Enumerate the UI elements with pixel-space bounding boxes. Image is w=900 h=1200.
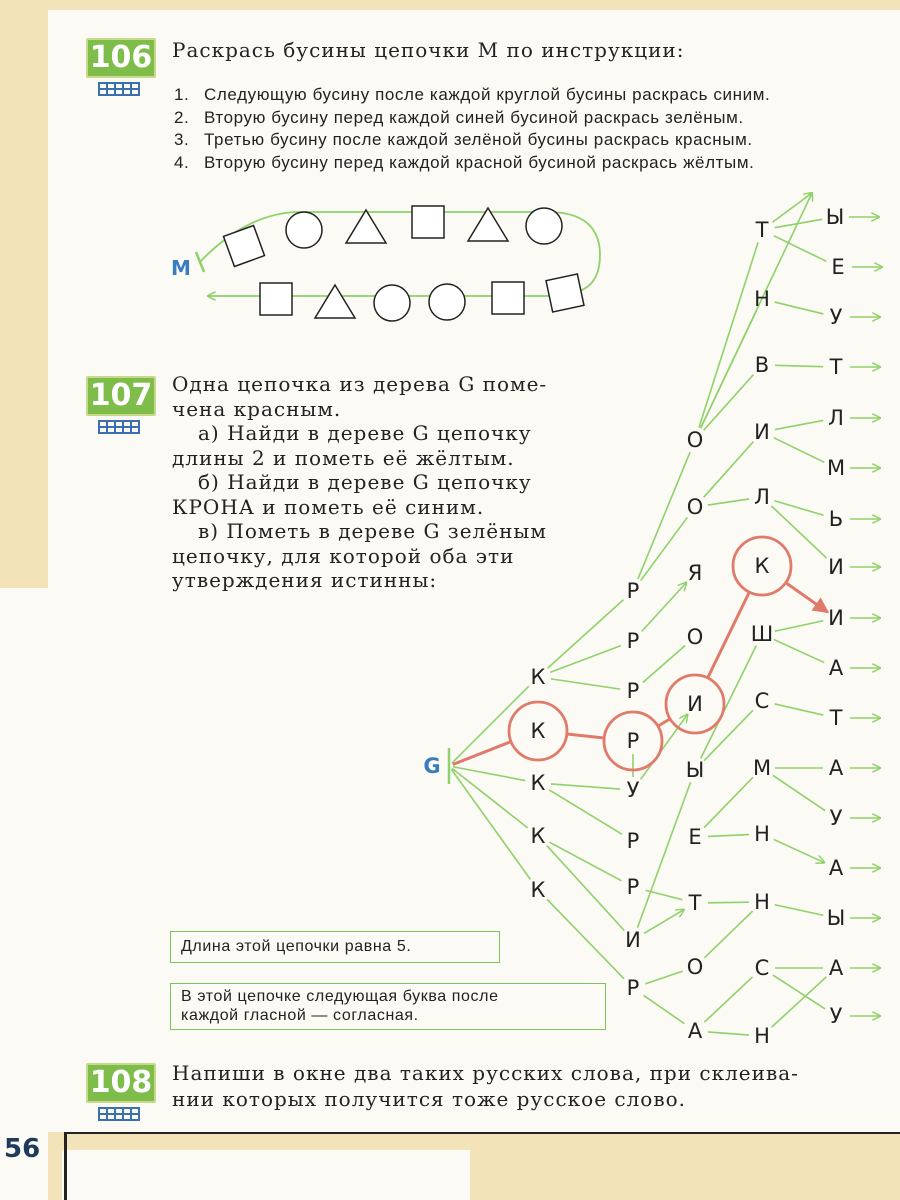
tree-edge — [550, 646, 621, 673]
tree-node-letter: Ы — [685, 758, 705, 782]
rule-item: 4. Вторую бусину перед каждой красной бусиной раскрась жёлтым. — [174, 152, 755, 172]
tree-node-letter: К — [530, 719, 546, 743]
tree-edge — [551, 679, 620, 689]
text-line: Напиши в окне два таких русских слова, при склеива- — [172, 1061, 799, 1085]
tree-node-letter: У — [829, 305, 843, 329]
tree-node-letter: Т — [688, 891, 702, 915]
tree-node-letter: Р — [626, 629, 640, 653]
highlight-arrow — [787, 583, 828, 612]
tree-node-letter: Т — [829, 706, 843, 730]
tree-node-letter: У — [829, 806, 843, 830]
text-line: цепочку, для которой оба эти — [172, 543, 515, 568]
tree-node-letter: К — [754, 554, 770, 578]
tree-edge — [775, 420, 823, 429]
tree-node-letter: С — [754, 956, 770, 980]
tree-node-letter: А — [687, 1019, 703, 1043]
tree-edge — [701, 646, 757, 759]
task-number: 106 — [86, 38, 156, 78]
bead-circle — [286, 212, 322, 248]
tree-edge — [774, 839, 824, 862]
tree-g — [423, 193, 882, 1048]
tree-edge — [775, 704, 824, 715]
tree-edge — [775, 905, 824, 916]
tree-edge — [547, 846, 624, 931]
tree-edge — [772, 193, 812, 222]
bead-triangle — [468, 208, 508, 241]
tree-node-letter: Ш — [750, 622, 774, 646]
tree-edge — [775, 302, 824, 314]
task-number: 108 — [86, 1063, 156, 1103]
chain-start-tick — [196, 252, 204, 272]
tree-node-letter: Н — [754, 1024, 770, 1048]
text-line: каждой гласной — согласная. — [181, 1007, 419, 1024]
text-line: чена красным. — [172, 396, 342, 421]
tree-node-letter: Р — [626, 875, 640, 899]
text-line: В этой цепочке следующая буква после — [181, 988, 499, 1005]
tree-edge — [644, 910, 684, 934]
tree-node-letter: И — [828, 555, 844, 579]
task-number: 107 — [86, 376, 156, 416]
tree-node-letter: Ы — [825, 205, 845, 229]
tree-edge — [548, 600, 624, 669]
tree-edge — [645, 971, 682, 984]
tree-node-letter: Л — [828, 406, 844, 430]
tree-node-letter: Т — [755, 218, 769, 242]
tree-node-letter: Н — [754, 287, 770, 311]
bead-triangle — [346, 210, 386, 243]
tree-node-letter: У — [626, 778, 640, 802]
tree-edge — [775, 621, 824, 632]
bead-circle — [374, 285, 410, 321]
tree-node-letter: О — [686, 428, 704, 452]
text-line: утверждения истинны: — [172, 568, 438, 592]
text-line: в) Пометь в дереве G зелёным — [198, 519, 547, 543]
tree-node-letter: Л — [754, 485, 770, 509]
tree-edge — [549, 790, 622, 834]
tree-node-letter: О — [686, 955, 704, 979]
rule-item: 3. Третью бусину после каждой зелёной бусины раскрась красным. — [174, 130, 753, 149]
tree-node-letter: А — [828, 656, 844, 680]
bead-circle — [526, 208, 562, 244]
tree-edge — [775, 365, 823, 366]
tree-node-letter: О — [686, 625, 704, 649]
highlight-edge — [708, 593, 749, 677]
tree-node-letter: Р — [626, 729, 640, 753]
text-line: б) Найди в дереве G цепочку — [198, 470, 532, 494]
tree-node-letter: И — [754, 420, 770, 444]
text-line: а) Найди в дереве G цепочку — [198, 421, 532, 445]
tree-node-letter: Ь — [828, 507, 844, 531]
tree-label-g: G — [423, 754, 441, 778]
tree-node-letter: Р — [626, 679, 640, 703]
statement-box-length: Длина этой цепочки равна 5. — [170, 931, 500, 963]
tree-edge — [774, 438, 825, 463]
tree-node-letter: Р — [626, 829, 640, 853]
bead-triangle — [315, 285, 355, 318]
page-number: 56 — [4, 1134, 41, 1164]
tree-node-letter: И — [828, 606, 844, 630]
tree-node-letter: Р — [626, 579, 640, 603]
tree-edge — [643, 646, 685, 683]
tree-node-letter: А — [828, 956, 844, 980]
tree-node-letter: К — [530, 824, 546, 848]
tree-node-letter: И — [625, 928, 641, 952]
tree-node-letter: Н — [754, 890, 770, 914]
text-line: длины 2 и пометь её жёлтым. — [172, 445, 515, 470]
tree-node-letter: К — [530, 878, 546, 902]
tree-edge — [774, 639, 824, 662]
tree-edge — [646, 890, 683, 900]
tree-node-letter: Т — [829, 355, 843, 379]
bead-square — [223, 225, 264, 266]
tree-edge — [708, 835, 749, 837]
tree-edge — [704, 911, 752, 958]
tree-node-letter: Е — [688, 825, 702, 849]
text-line: нии которых получится тоже русское слово. — [172, 1087, 686, 1111]
bead-chain-m — [171, 206, 600, 321]
tree-node-letter: М — [826, 456, 846, 480]
tree-edge — [708, 499, 749, 505]
tree-edge — [774, 501, 823, 516]
tree-node-letter: Я — [687, 561, 703, 585]
highlight-edge — [568, 734, 603, 738]
tree-edge — [773, 775, 825, 810]
tree-edge — [637, 782, 690, 928]
tree-node-letter: В — [754, 353, 770, 377]
tree-node-letter: Н — [754, 822, 770, 846]
chain-label-m: М — [171, 256, 191, 280]
tree-edge — [644, 995, 685, 1023]
highlight-edge — [659, 719, 669, 725]
bead-square — [492, 282, 524, 314]
bead-square — [546, 274, 584, 312]
tree-edge — [773, 975, 825, 1009]
tree-edge — [452, 768, 528, 827]
tree-edge — [699, 242, 758, 427]
tree-edge — [772, 977, 827, 1027]
tree-node-letter: К — [530, 665, 546, 689]
tree-edge — [551, 784, 620, 789]
tree-edge — [641, 715, 688, 780]
bead-square — [412, 206, 444, 238]
tree-node-letter: А — [828, 756, 844, 780]
tree-edge — [704, 777, 753, 827]
tree-edge — [704, 442, 754, 498]
bead-circle — [429, 284, 465, 320]
rule-item: 1. Следующую бусину после каждой круглой бусины раскрась синим. — [174, 85, 771, 104]
tree-node-letter: К — [530, 771, 546, 795]
tree-node-letter: У — [829, 1004, 843, 1028]
tree-edge — [704, 977, 752, 1022]
tree-node-letter: И — [687, 692, 703, 716]
tree-node-letter: Ы — [826, 906, 846, 930]
tree-edge — [708, 902, 749, 903]
rule-item: 2. Вторую бусину перед каждой синей бусиной раскрась зелёным. — [174, 107, 744, 127]
tree-node-letter: С — [754, 689, 770, 713]
tree-edge — [704, 375, 754, 431]
tree-node-letter: М — [752, 756, 772, 780]
tree-edge — [547, 899, 624, 978]
tree-edge — [708, 1032, 749, 1035]
tree-node-letter: Р — [626, 976, 640, 1000]
tree-node-letter: А — [828, 856, 844, 880]
task-106-title: Раскрась бусины цепочки М по инструкции: — [172, 38, 685, 62]
bead-square — [260, 283, 292, 315]
text-line: КРОНА и пометь её синим. — [172, 494, 485, 519]
tree-node-letter: О — [686, 495, 704, 519]
tree-edge — [451, 769, 530, 879]
tree-edge — [638, 452, 690, 579]
text-line: Одна цепочка из дерева G поме- — [172, 372, 548, 396]
tree-edge — [641, 517, 688, 580]
tree-node-letter: Е — [831, 255, 845, 279]
tree-edge — [642, 583, 686, 632]
